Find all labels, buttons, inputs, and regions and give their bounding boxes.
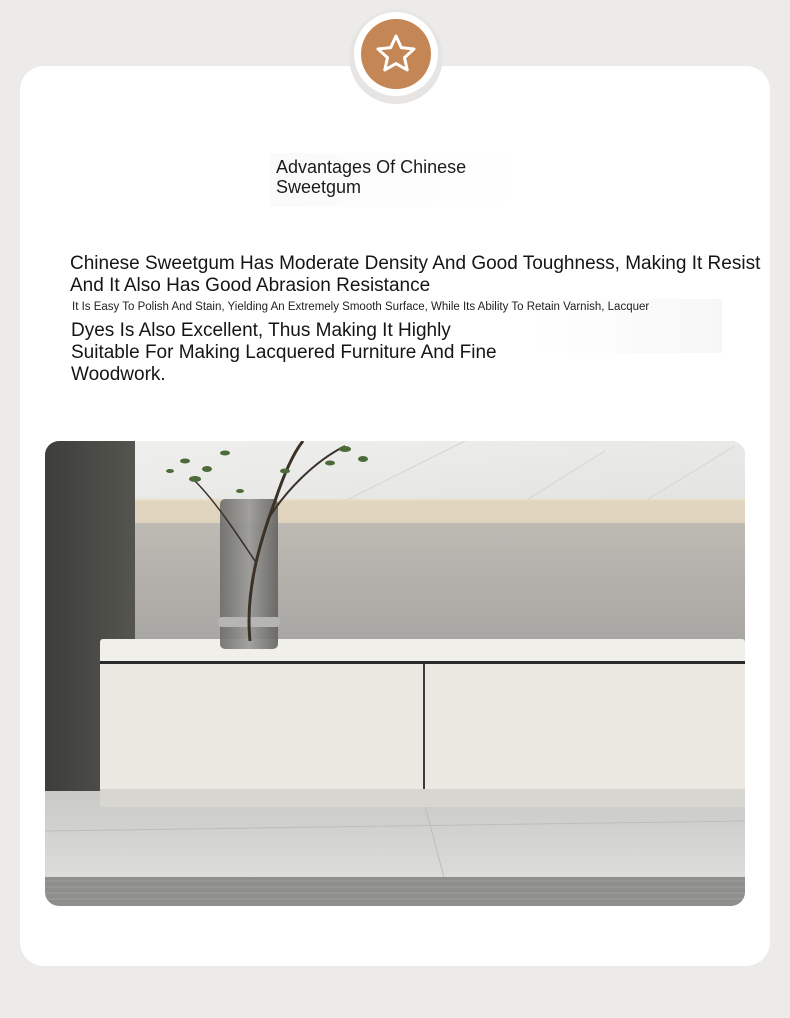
star-badge [361,19,431,89]
product-photo [45,441,745,906]
section-title: Advantages Of Chinese Sweetgum [270,153,522,207]
star-icon [374,32,418,76]
body-line-1: Chinese Sweetgum Has Moderate Density And Good Toughness, Making It Resist [70,253,761,274]
body-paragraph: Dyes Is Also Excellent, Thus Making It Highly Suitable For Making Lacquered Furniture And Fine Woodwork. [64,320,524,392]
body-small-line: It Is Easy To Polish And Stain, Yielding An Extremely Smooth Surface, While Its Ability To Retain Varnish, Lacquer [72,299,722,353]
tv-cabinet-image [45,441,745,906]
body-line-2: And It Also Has Good Abrasion Resistance [70,275,431,296]
